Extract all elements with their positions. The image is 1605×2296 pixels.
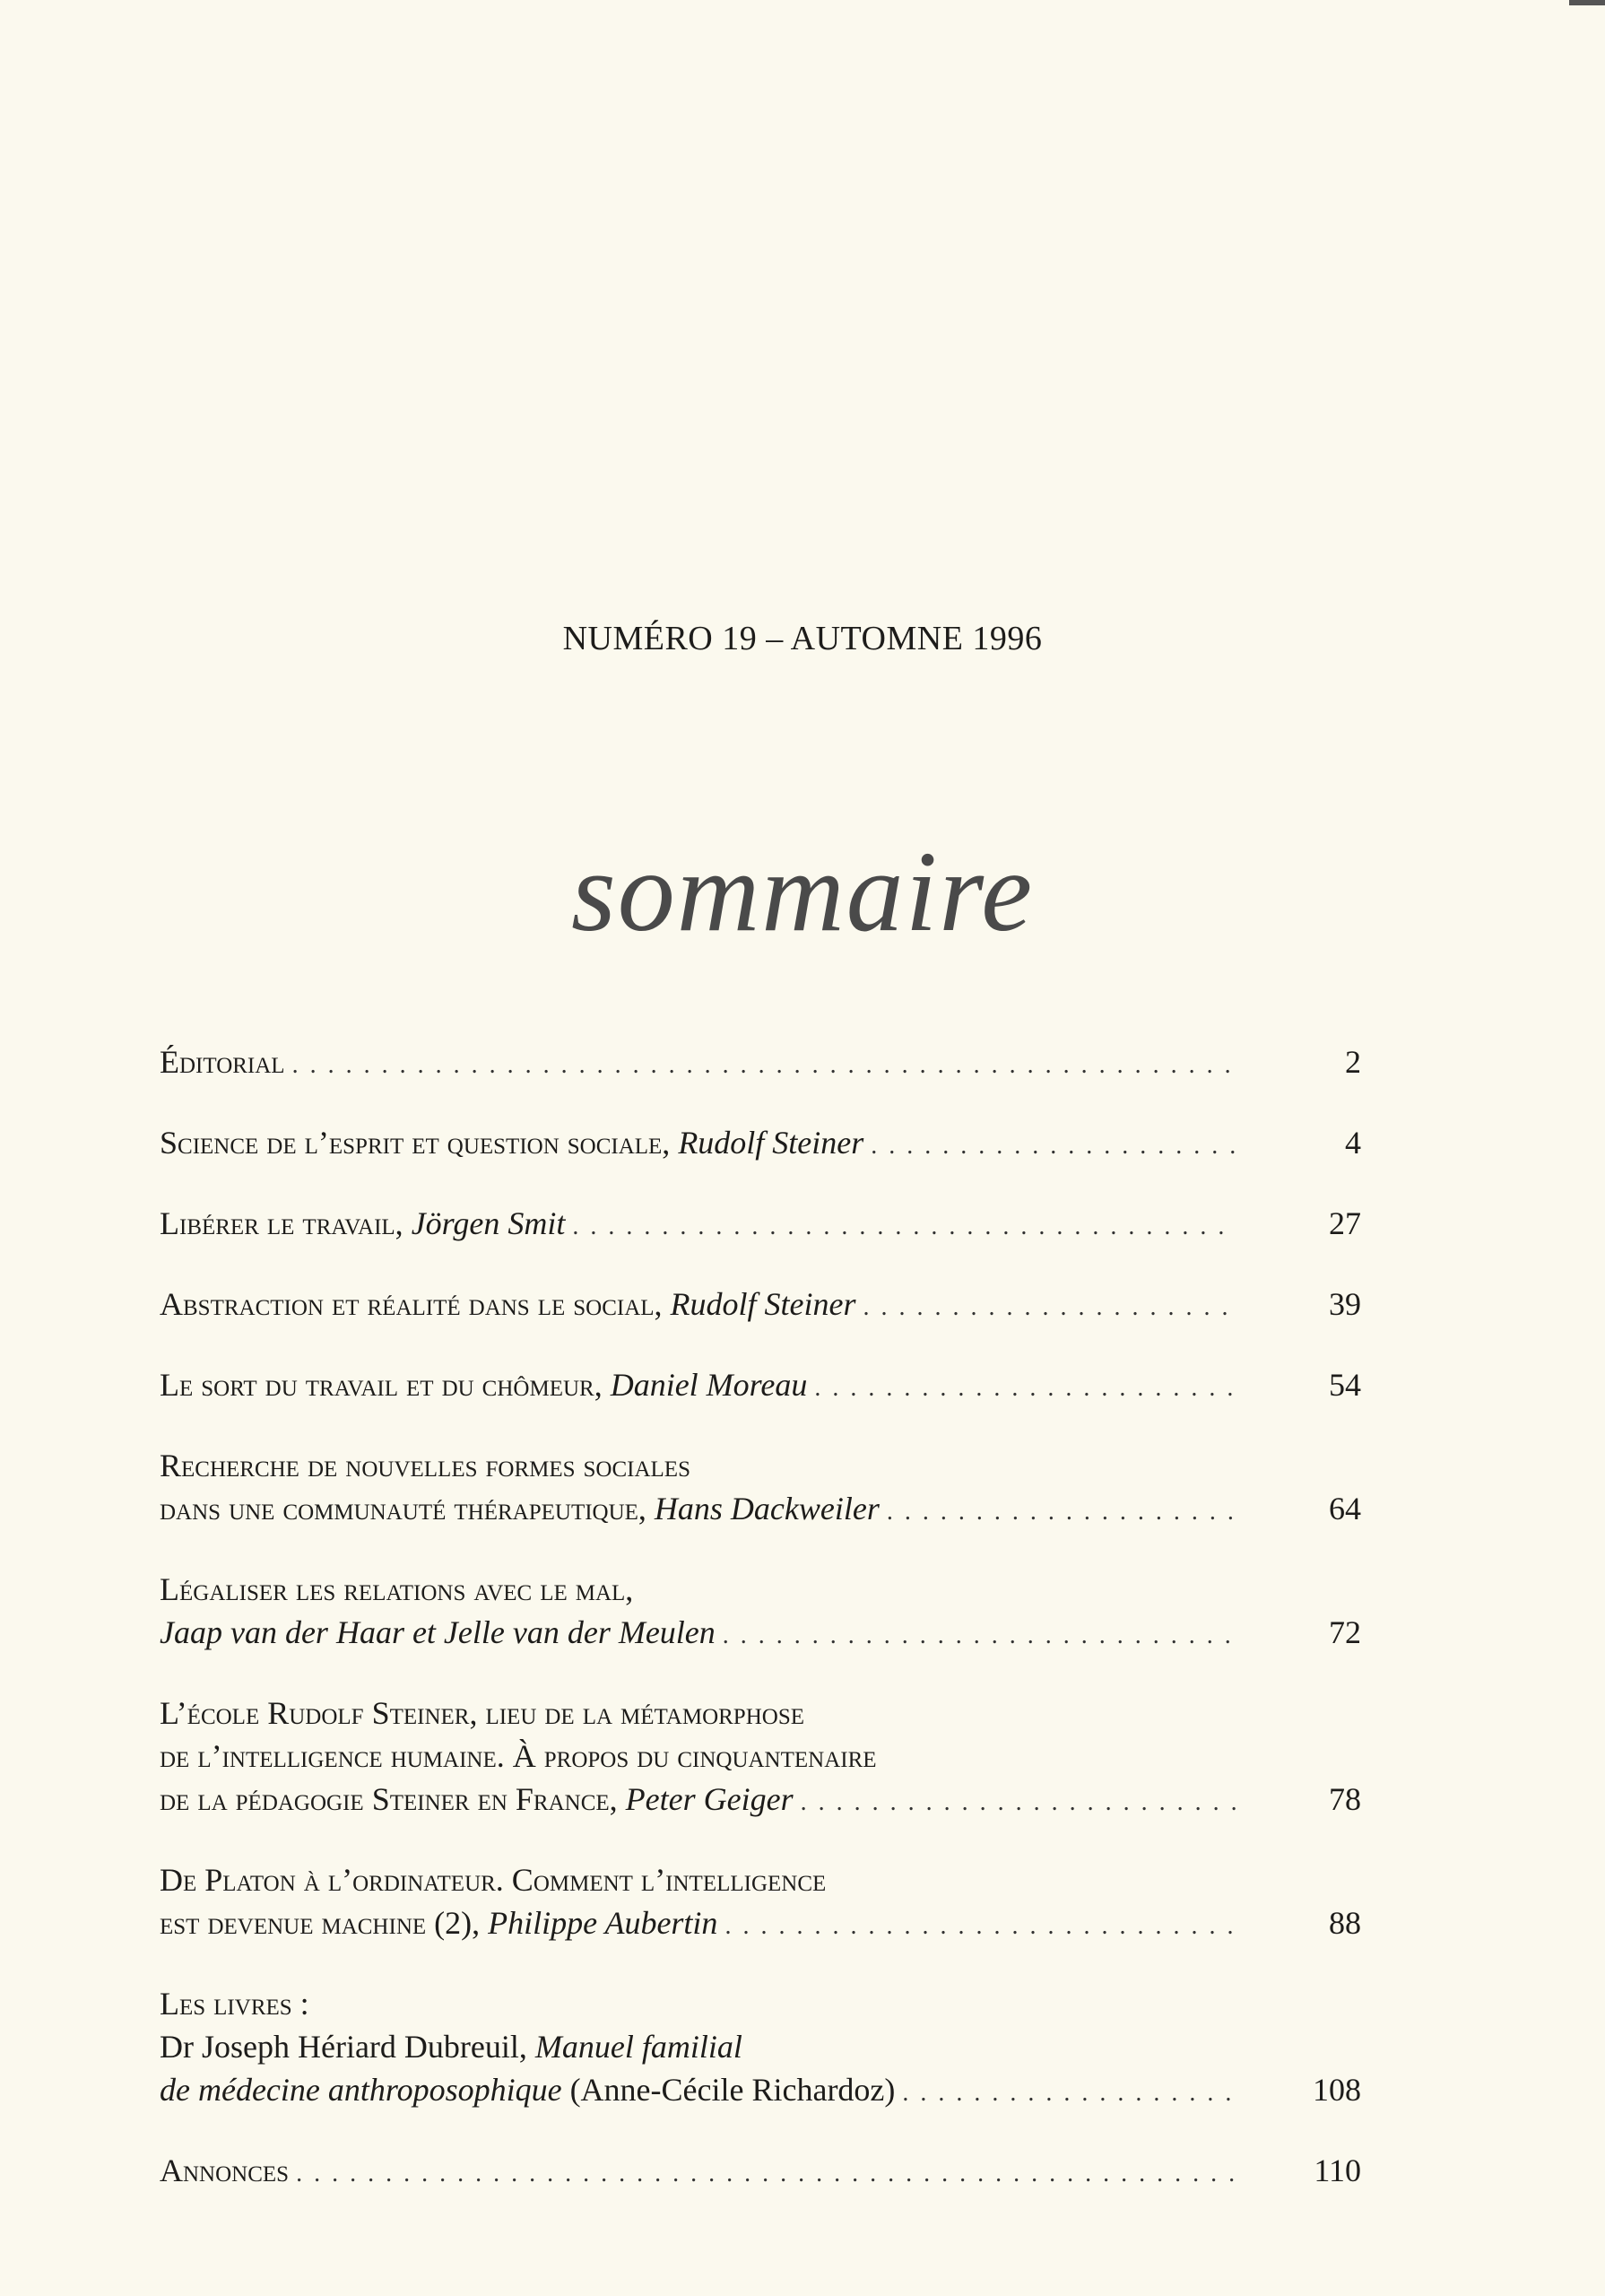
toc-author: Rudolf Steiner <box>670 1286 856 1322</box>
toc-line <box>160 1121 1361 1168</box>
toc-title: est devenue machine (2), <box>160 1905 481 1941</box>
toc-line <box>160 1487 1361 1534</box>
toc-title: de la pédagogie Steiner en France, <box>160 1781 618 1817</box>
books-reviewer: (Anne-Cécile Richardoz) <box>569 2072 896 2108</box>
toc-title: Éditorial <box>160 1044 285 1080</box>
books-title-part1: Manuel familial <box>534 2029 742 2065</box>
toc-page-number: 88 <box>1329 1905 1361 1941</box>
page-edge-mark <box>1569 0 1605 5</box>
toc-author: Jörgen Smit <box>411 1205 566 1241</box>
toc-page-number: 64 <box>1329 1491 1361 1526</box>
dot-leader <box>863 1286 1236 1329</box>
toc-author: Hans Dackweiler <box>654 1491 880 1526</box>
toc-line-lead <box>160 1778 1245 1824</box>
annonces-label: Annonces <box>160 2152 290 2188</box>
toc-entry-books <box>160 1982 1361 2115</box>
toc-line-lead <box>160 1487 1245 1534</box>
toc-title: dans une communauté thérapeutique, <box>160 1491 646 1526</box>
dot-leader <box>292 1044 1236 1087</box>
toc-line-lead <box>160 1040 1245 1087</box>
toc-line <box>160 1040 1361 1087</box>
toc-title: Légaliser les relations avec le mal, <box>160 1571 634 1607</box>
toc-title: Libérer le travail, <box>160 1205 403 1241</box>
toc-page-number: 72 <box>1329 1614 1361 1650</box>
toc-line <box>160 1444 1361 1487</box>
toc-page-number: 27 <box>1329 1205 1361 1241</box>
toc-entry <box>160 1363 1361 1410</box>
dot-leader <box>296 2152 1236 2196</box>
toc-line <box>160 1858 1361 1901</box>
toc-page-number: 39 <box>1329 1286 1361 1322</box>
toc-line <box>160 1568 1361 1611</box>
books-heading: Les livres : <box>160 1986 309 2022</box>
dot-leader <box>723 1614 1236 1657</box>
toc-author: Rudolf Steiner <box>678 1125 864 1161</box>
books-page: 108 <box>1313 2072 1361 2108</box>
issue-line: NUMÉRO 19 – AUTOMNE 1996 <box>562 620 1043 657</box>
toc-title: de l’intelligence humaine. À propos du cinquantenaire <box>160 1738 877 1774</box>
toc-line-lead <box>160 1202 1245 1248</box>
toc-line-lead <box>160 1611 1245 1657</box>
toc-author: Philippe Aubertin <box>488 1905 718 1941</box>
toc-line <box>160 1901 1361 1948</box>
toc-title: De Platon à l’ordinateur. Comment l’intelligence <box>160 1862 827 1898</box>
toc-entry <box>160 1858 1361 1948</box>
toc-author: Daniel Moreau <box>610 1367 808 1403</box>
dot-leader <box>871 1125 1236 1168</box>
toc-title: Recherche de nouvelles formes sociales <box>160 1448 690 1483</box>
toc-author: Peter Geiger <box>625 1781 794 1817</box>
books-author: Dr Joseph Hériard Dubreuil, <box>160 2029 527 2065</box>
dot-leader <box>887 1491 1236 1534</box>
table-of-contents <box>160 1040 1361 2230</box>
toc-title: Abstraction et réalité dans le social, <box>160 1286 663 1322</box>
toc-entry <box>160 1121 1361 1168</box>
toc-line-lead <box>160 1121 1245 1168</box>
toc-page-number: 4 <box>1345 1125 1361 1161</box>
toc-line <box>160 1735 1361 1778</box>
toc-entry <box>160 1568 1361 1657</box>
dot-leader <box>902 2072 1236 2115</box>
books-title-part2: de médecine anthroposophique <box>160 2072 562 2108</box>
toc-author: Jaap van der Haar et Jelle van der Meulen <box>160 1614 716 1650</box>
toc-title: L’école Rudolf Steiner, lieu de la métamorphose <box>160 1695 804 1731</box>
dot-leader <box>572 1205 1236 1248</box>
dot-leader <box>814 1367 1236 1410</box>
annonces-page: 110 <box>1314 2152 1361 2188</box>
toc-line-lead <box>160 1363 1245 1410</box>
toc-entry <box>160 1202 1361 1248</box>
toc-entry <box>160 1692 1361 1824</box>
toc-line <box>160 1363 1361 1410</box>
toc-page-number: 2 <box>1345 1044 1361 1080</box>
toc-line <box>160 1778 1361 1824</box>
toc-entry <box>160 1444 1361 1534</box>
toc-page-number: 54 <box>1329 1367 1361 1403</box>
dot-leader <box>801 1781 1236 1824</box>
toc-line <box>160 1283 1361 1329</box>
toc-line-lead <box>160 1283 1245 1329</box>
toc-entry <box>160 1283 1361 1329</box>
dot-leader <box>724 1905 1236 1948</box>
toc-line <box>160 1202 1361 1248</box>
toc-entry-annonces <box>160 2149 1361 2196</box>
toc-line <box>160 1611 1361 1657</box>
toc-line-lead <box>160 1901 1245 1948</box>
toc-page-number: 78 <box>1329 1781 1361 1817</box>
toc-title: Le sort du travail et du chômeur, <box>160 1367 603 1403</box>
toc-line <box>160 1692 1361 1735</box>
toc-entry <box>160 1040 1361 1087</box>
toc-title: Science de l’esprit et question sociale, <box>160 1125 671 1161</box>
page-title: sommaire <box>570 828 1035 955</box>
